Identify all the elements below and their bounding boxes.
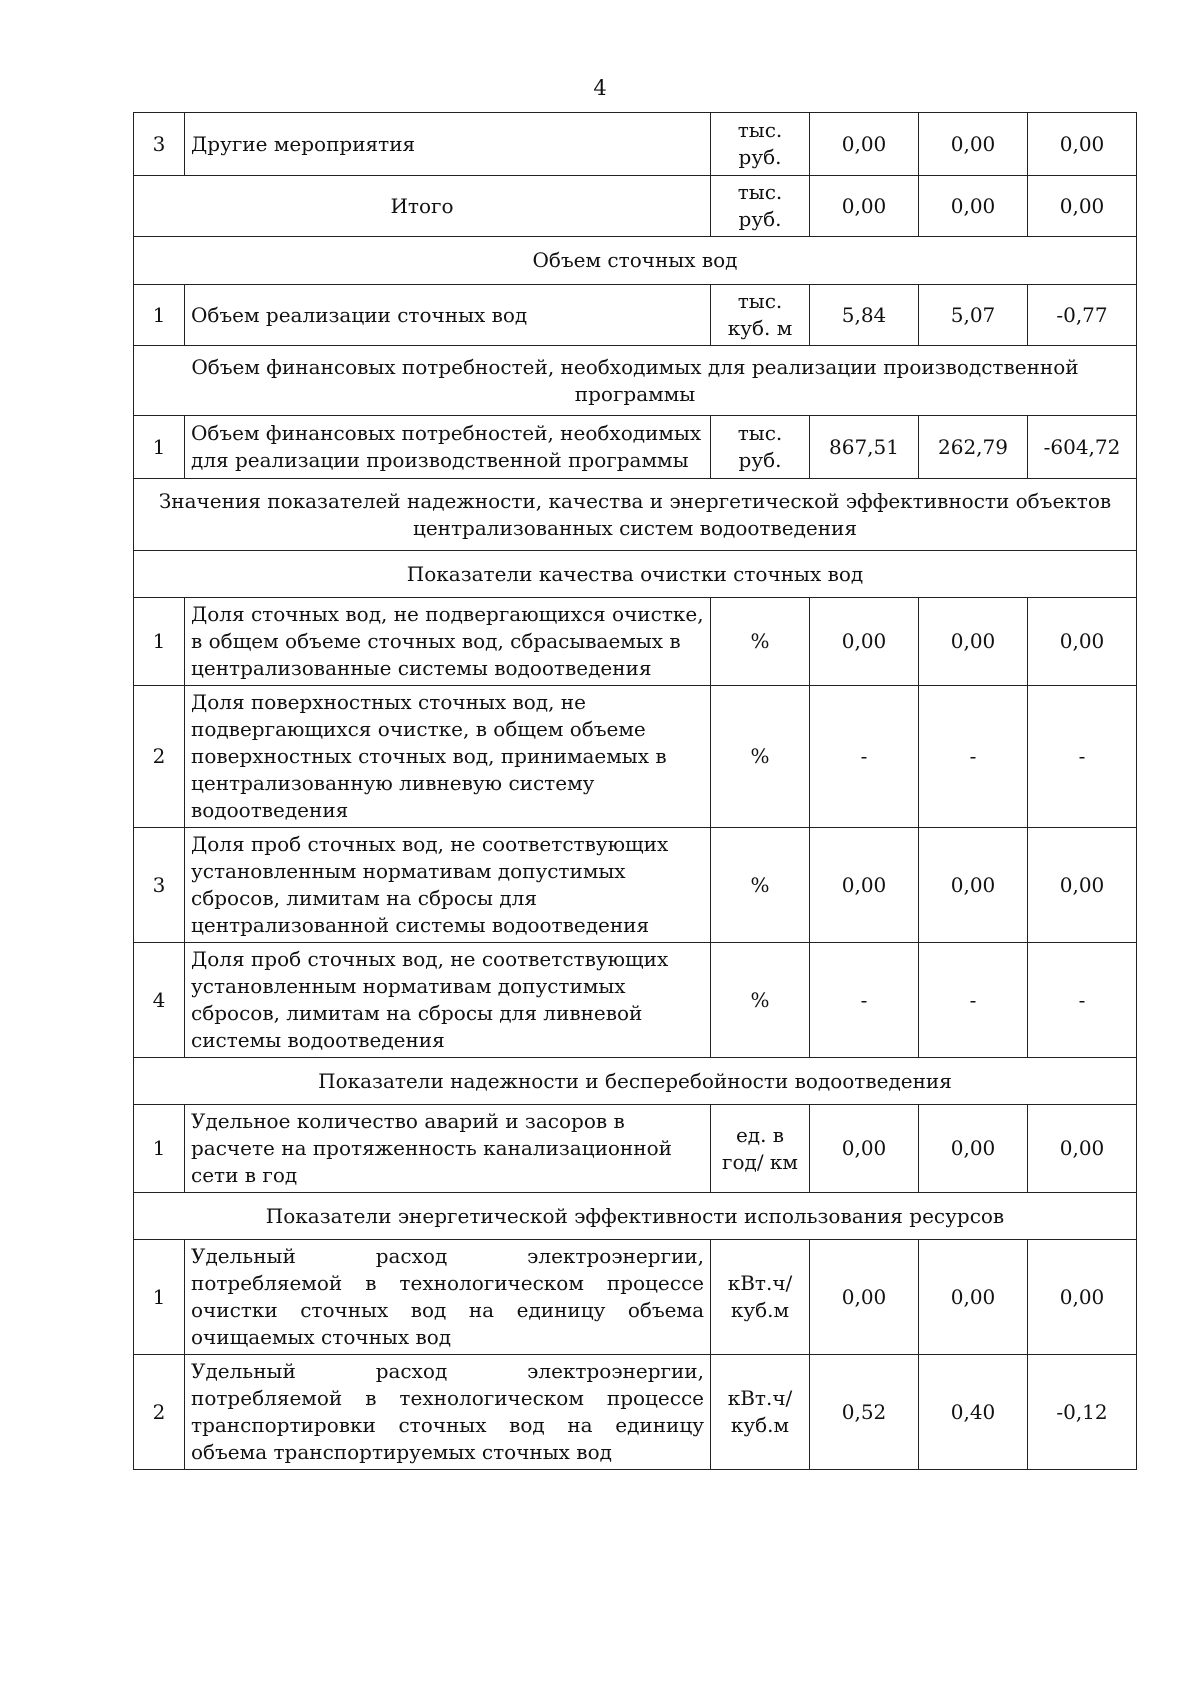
row-unit: тыс. руб. [711, 416, 810, 479]
table-row [134, 598, 1137, 686]
section-heading: Значения показателей надежности, качества и энергетической эффективности объектов централизованных систем водоотведения [134, 479, 1137, 551]
row-value-2: 0,00 [919, 598, 1028, 686]
row-number: 3 [134, 828, 185, 943]
row-value-1: 0,00 [810, 176, 919, 237]
row-value-1: - [810, 943, 919, 1058]
table-row [134, 828, 1137, 943]
section-row [134, 551, 1137, 598]
row-name-main: Удельный расход электроэнергии, потребляемой в технологическом процессе очистки сточных вод на единицу объема [191, 1244, 704, 1322]
section-row [134, 1193, 1137, 1240]
page-number: 4 [593, 76, 607, 100]
table-row [134, 416, 1137, 479]
row-value-3: 0,00 [1028, 176, 1137, 237]
row-value-1: 867,51 [810, 416, 919, 479]
row-number: 1 [134, 598, 185, 686]
row-number: 1 [134, 1105, 185, 1193]
row-number: 4 [134, 943, 185, 1058]
row-unit: тыс. куб. м [711, 285, 810, 346]
row-number: 2 [134, 1355, 185, 1470]
row-unit: кВт.ч/ куб.м [711, 1355, 810, 1470]
section-row [134, 346, 1137, 416]
row-unit: % [711, 686, 810, 828]
row-value-2: 5,07 [919, 285, 1028, 346]
row-name: Доля проб сточных вод, не соответствующих установленным нормативам допустимых сбросов, лимитам на сбросы для ливневой системы водоотведения [185, 943, 711, 1058]
row-name: Удельное количество аварий и засоров в расчете на протяженность канализационной сети в год [185, 1105, 711, 1193]
row-value-3: -0,77 [1028, 285, 1137, 346]
row-value-2: 0,40 [919, 1355, 1028, 1470]
row-value-1: - [810, 686, 919, 828]
row-value-1: 5,84 [810, 285, 919, 346]
table-row [134, 1105, 1137, 1193]
table-row [134, 943, 1137, 1058]
row-value-3: - [1028, 686, 1137, 828]
row-value-2: 0,00 [919, 113, 1028, 176]
row-value-3: -0,12 [1028, 1355, 1137, 1470]
row-value-3: 0,00 [1028, 598, 1137, 686]
row-value-1: 0,00 [810, 828, 919, 943]
row-value-3: 0,00 [1028, 1240, 1137, 1355]
row-value-1: 0,00 [810, 113, 919, 176]
section-heading: Показатели качества очистки сточных вод [134, 551, 1137, 598]
row-name-last-line: очищаемых сточных вод [191, 1325, 452, 1349]
table-row [134, 686, 1137, 828]
total-row [134, 176, 1137, 237]
row-name [185, 1355, 711, 1470]
table-row [134, 285, 1137, 346]
section-row [134, 237, 1137, 285]
row-value-3: 0,00 [1028, 828, 1137, 943]
row-value-2: 0,00 [919, 1240, 1028, 1355]
row-value-2: 0,00 [919, 176, 1028, 237]
table-row [134, 1240, 1137, 1355]
row-unit: ед. в год/ км [711, 1105, 810, 1193]
row-number: 3 [134, 113, 185, 176]
row-value-2: - [919, 686, 1028, 828]
row-unit: % [711, 943, 810, 1058]
section-heading: Объем финансовых потребностей, необходимых для реализации производственной программы [134, 346, 1137, 416]
row-name [185, 1240, 711, 1355]
row-unit: тыс. руб. [711, 113, 810, 176]
table-row [134, 113, 1137, 176]
row-value-1: 0,00 [810, 598, 919, 686]
indicators-table [133, 112, 1137, 1470]
row-value-2: 0,00 [919, 828, 1028, 943]
row-name: Доля сточных вод, не подвергающихся очистке, в общем объеме сточных вод, сбрасываемых в централизованные системы водоотведения [185, 598, 711, 686]
row-name: Объем реализации сточных вод [185, 285, 711, 346]
row-value-2: 0,00 [919, 1105, 1028, 1193]
row-number: 1 [134, 1240, 185, 1355]
row-unit: кВт.ч/ куб.м [711, 1240, 810, 1355]
total-label: Итого [134, 176, 711, 237]
row-value-3: 0,00 [1028, 113, 1137, 176]
row-unit: % [711, 598, 810, 686]
row-number: 1 [134, 285, 185, 346]
section-heading: Показатели энергетической эффективности использования ресурсов [134, 1193, 1137, 1240]
section-heading: Показатели надежности и бесперебойности водоотведения [134, 1058, 1137, 1105]
row-name-main: Удельный расход электроэнергии, потребляемой в технологическом процессе транспортировки сточных вод на единицу [191, 1359, 704, 1437]
row-name: Объем финансовых потребностей, необходимых для реализации производственной программы [185, 416, 711, 479]
row-name: Доля проб сточных вод, не соответствующих установленным нормативам допустимых сбросов, лимитам на сбросы для централизованной системы водоотведения [185, 828, 711, 943]
row-unit: тыс. руб. [711, 176, 810, 237]
row-value-3: - [1028, 943, 1137, 1058]
row-value-2: 262,79 [919, 416, 1028, 479]
row-number: 2 [134, 686, 185, 828]
row-value-1: 0,00 [810, 1105, 919, 1193]
row-name: Другие мероприятия [185, 113, 711, 176]
row-value-1: 0,00 [810, 1240, 919, 1355]
row-value-3: 0,00 [1028, 1105, 1137, 1193]
row-unit: % [711, 828, 810, 943]
section-row [134, 479, 1137, 551]
row-name-last-line: объема транспортируемых сточных вод [191, 1440, 612, 1464]
row-value-2: - [919, 943, 1028, 1058]
row-number: 1 [134, 416, 185, 479]
row-value-1: 0,52 [810, 1355, 919, 1470]
section-heading: Объем сточных вод [134, 237, 1137, 285]
table-row [134, 1355, 1137, 1470]
row-name: Доля поверхностных сточных вод, не подвергающихся очистке, в общем объеме поверхностных сточных вод, принимаемых в централизованную ливневую систему водоотведения [185, 686, 711, 828]
section-row [134, 1058, 1137, 1105]
row-value-3: -604,72 [1028, 416, 1137, 479]
